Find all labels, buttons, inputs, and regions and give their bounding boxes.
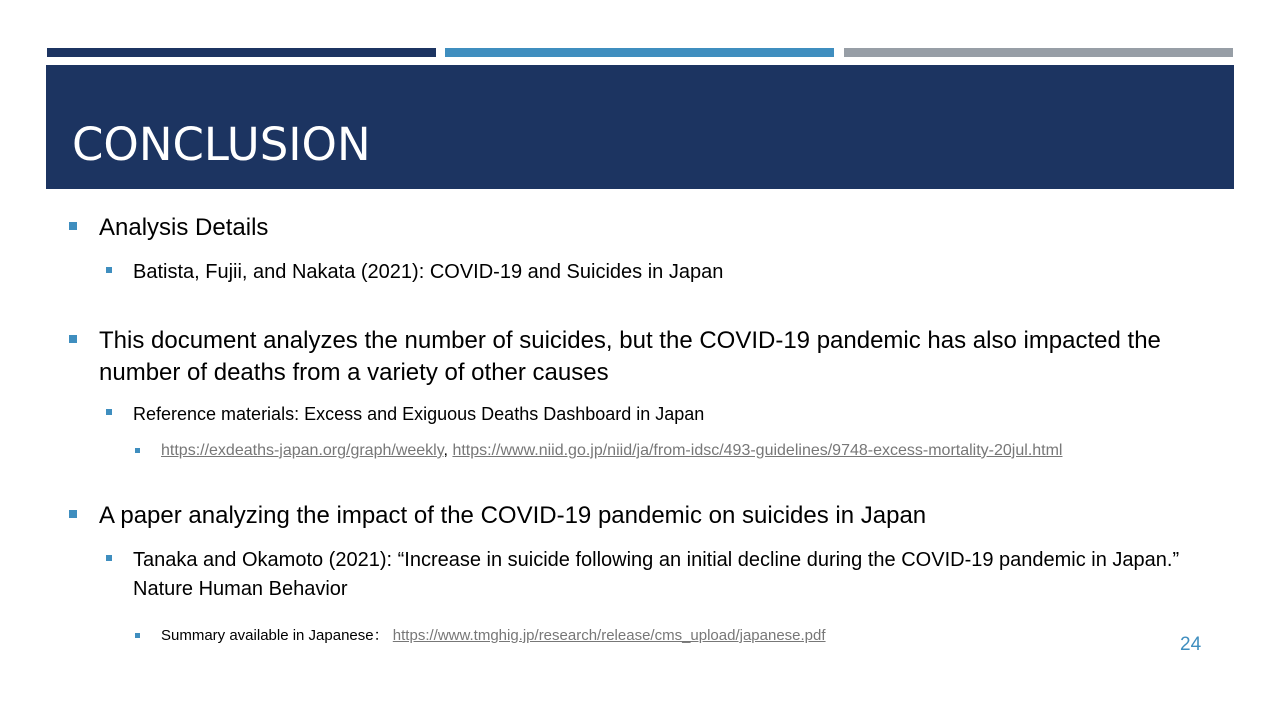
niid-link[interactable]: https://www.niid.go.jp/niid/ja/from-idsc/493-guidelines/9748-excess-mortality-20jul.html: [452, 442, 1063, 459]
bullet-analysis-details: [99, 212, 1219, 244]
slide-title: CONCLUSION: [72, 118, 371, 171]
top-stripe-blue: [445, 48, 834, 57]
bullet-text: Batista, Fujii, and Nakata (2021): COVID-19 and Suicides in Japan: [133, 261, 724, 283]
link-separator: ,: [443, 442, 453, 459]
title-band: [46, 65, 1234, 189]
bullet-text: A paper analyzing the impact of the COVID-19 pandemic on suicides in Japan: [99, 502, 927, 529]
bullet-square-icon: [106, 267, 112, 273]
bullet-text: Reference materials: Excess and Exiguous Deaths Dashboard in Japan: [133, 404, 705, 424]
bullet-paper-analysis: [99, 500, 1209, 532]
bullet-square-icon: [69, 222, 77, 230]
bullet-square-icon: [106, 555, 112, 561]
bullet-batista-reference: [133, 258, 1213, 287]
bullet-tanaka-reference: [133, 546, 1213, 604]
bullet-summary-japanese: [161, 626, 1161, 646]
page-number: 24: [1180, 634, 1202, 655]
tmghig-summary-link[interactable]: https://www.tmghig.jp/research/release/cms_upload/japanese.pdf: [392, 627, 826, 644]
bullet-text: This document analyzes the number of suicides, but the COVID-19 pandemic has also impacted the number of deaths from a variety of other causes: [99, 327, 1161, 386]
bullet-document-analysis: [99, 325, 1209, 389]
top-stripe-gray: [844, 48, 1233, 57]
bullet-dashboard-links: [161, 441, 1221, 461]
bullet-square-icon: [69, 510, 77, 518]
bullet-square-icon: [135, 448, 140, 453]
bullet-reference-materials: [133, 400, 1213, 429]
bullet-text: Summary available in Japanese：: [161, 627, 389, 644]
bullet-square-icon: [69, 335, 77, 343]
top-stripe-dark: [47, 48, 436, 57]
exdeaths-link[interactable]: https://exdeaths-japan.org/graph/weekly: [161, 442, 444, 459]
bullet-text: Analysis Details: [99, 214, 269, 241]
bullet-square-icon: [135, 633, 140, 638]
bullet-text: Tanaka and Okamoto (2021): “Increase in suicide following an initial decline during the COVID-19 pandemic in Japan.” Nature Human Behavior: [133, 549, 1180, 600]
bullet-square-icon: [106, 409, 112, 415]
